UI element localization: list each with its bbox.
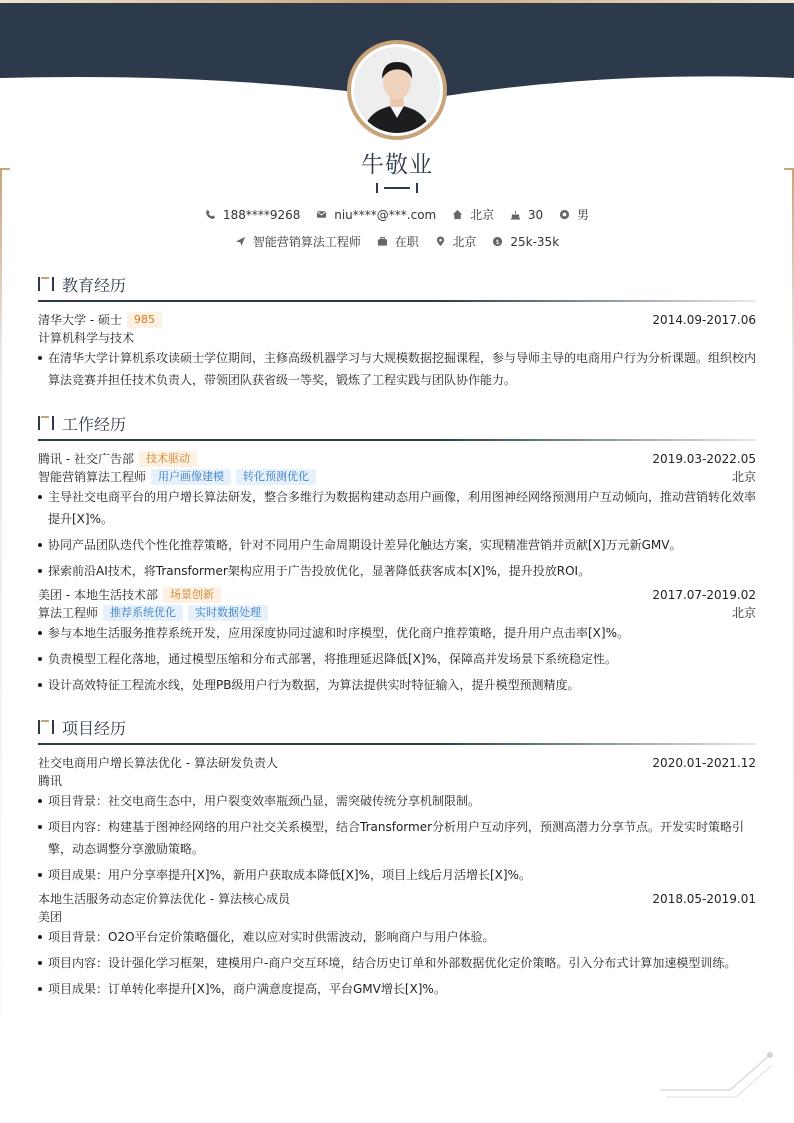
list-item: 主导社交电商平台的用户增长算法研发，整合多维行为数据构建动态用户画像，利用图神经网络预测用户互动倾向，推动营销转化效率提升[X]%。 <box>38 486 756 530</box>
project-entry-2 <box>38 890 756 1004</box>
company-name: 美团 - 本地生活技术部 <box>38 588 158 602</box>
list-item: 参与本地生活服务推荐系统开发，应用深度协同过滤和时序模型，优化商户推荐策略，提升用户点击率[X]%。 <box>38 622 756 644</box>
city-value: 北京 <box>470 208 495 222</box>
project-org: 美团 <box>38 910 63 924</box>
job-role: 智能营销算法工程师 <box>38 470 147 484</box>
section-divider <box>38 439 756 441</box>
phone-icon <box>205 209 216 220</box>
education-section-title <box>38 273 756 303</box>
list-item: 项目背景：社交电商生态中，用户裂变效率瓶颈凸显，需突破传统分享机制限制。 <box>38 790 756 812</box>
email-value: niu****@***.com <box>334 207 437 222</box>
corner-decoration <box>660 1045 776 1105</box>
project-title: 本地生活服务动态定价算法优化 - 算法核心成员 <box>38 892 290 906</box>
list-item: 项目内容：设计强化学习框架，建模用户-商户交互环境，结合历史订单和外部数据优化定价策略。引入分布式计算加速模型训练。 <box>38 952 756 974</box>
phone-info <box>205 208 300 222</box>
project-org: 腾讯 <box>38 774 63 788</box>
role-tag: 转化预测优化 <box>236 469 316 485</box>
city-info <box>452 206 494 223</box>
list-item: 项目成果：订单转化率提升[X]%，商户满意度提高，平台GMV增长[X]%。 <box>38 978 756 1000</box>
candidate-name: 牛敬业 <box>361 152 433 178</box>
work-entry-tencent <box>38 450 756 586</box>
contact-row <box>0 206 794 223</box>
company-tag: 技术驱动 <box>139 451 197 467</box>
project-entry-1 <box>38 754 756 890</box>
role-tag: 用户画像建模 <box>151 469 231 485</box>
section-label: 工作经历 <box>62 415 127 434</box>
list-item: 设计高效特征工程流水线，处理PB级用户行为数据，为算法提供实时特征输入，提升模型预测精度。 <box>38 674 756 696</box>
list-item: 项目背景：O2O平台定价策略僵化，难以应对实时供需波动，影响商户与用户体验。 <box>38 926 756 948</box>
section-marker-icon <box>38 416 54 430</box>
section-divider <box>38 743 756 745</box>
location-pin-icon <box>435 236 446 247</box>
avatar-frame <box>347 40 447 140</box>
section-label: 教育经历 <box>62 276 127 295</box>
avatar <box>351 44 443 136</box>
work-section-title <box>38 412 756 442</box>
education-date: 2014.09-2017.06 <box>652 313 756 327</box>
status-value: 在职 <box>394 235 419 249</box>
company-tag: 场景创新 <box>163 587 221 603</box>
target-job-info <box>235 233 361 250</box>
work-location: 北京 <box>731 470 756 484</box>
work-date: 2019.03-2022.05 <box>652 452 756 466</box>
section-divider <box>38 300 756 302</box>
money-icon <box>492 236 503 247</box>
work-location: 北京 <box>731 606 756 620</box>
work-bullets <box>38 622 756 696</box>
list-item: 协同产品团队迭代个性化推荐策略，针对不同用户生命周期设计差异化触达方案，实现精准营销并贡献[X]万元新GMV。 <box>38 534 756 556</box>
job-intention-row <box>0 233 794 250</box>
education-bullets <box>38 347 756 391</box>
project-date: 2020.01-2021.12 <box>652 756 756 770</box>
project-title: 社交电商用户增长算法优化 - 算法研发负责人 <box>38 756 278 770</box>
major: 计算机科学与技术 <box>38 331 135 345</box>
section-marker-icon <box>38 277 54 291</box>
home-icon <box>452 209 463 220</box>
target-city-info <box>435 233 477 250</box>
work-bullets <box>38 486 756 582</box>
company-name: 腾讯 - 社交广告部 <box>38 452 134 466</box>
project-bullets <box>38 790 756 886</box>
name-divider <box>376 182 418 194</box>
briefcase-icon <box>377 236 388 247</box>
work-entry-meituan <box>38 586 756 700</box>
age-info <box>510 208 543 222</box>
status-info <box>377 233 419 250</box>
send-icon <box>235 236 246 247</box>
project-bullets <box>38 926 756 1000</box>
projects-section-title <box>38 716 756 746</box>
list-item: 项目内容：构建基于图神经网络的用户社交关系模型，结合Transformer分析用户互动序列，预测高潜力分享节点。开发实时策略引擎，动态调整分享激励策略。 <box>38 816 756 860</box>
target-city-value: 北京 <box>452 235 477 249</box>
phone-value: 188****9268 <box>222 207 301 222</box>
salary-info <box>492 235 559 249</box>
school-name: 清华大学 - 硕士 <box>38 313 122 327</box>
gender-info <box>559 206 589 223</box>
gender-value: 男 <box>577 208 590 222</box>
age-value: 30 <box>527 207 544 222</box>
work-date: 2017.07-2019.02 <box>652 588 756 602</box>
gender-icon <box>559 209 570 220</box>
mail-icon <box>316 209 327 220</box>
list-item: 在清华大学计算机系攻读硕士学位期间，主修高级机器学习与大规模数据挖掘课程，参与导师主导的电商用户行为分析课题。组织校内算法竞赛并担任技术负责人，带领团队获省级一等奖，锻炼了工程实践与团队协作能力。 <box>38 347 756 391</box>
list-item: 探索前沿AI技术，将Transformer架构应用于广告投放优化，显著降低获客成本[X]%，提升投放ROI。 <box>38 560 756 582</box>
education-entry <box>38 311 756 395</box>
salary-value: 25k-35k <box>510 234 560 249</box>
left-border-line <box>0 168 2 1083</box>
section-marker-icon <box>38 720 54 734</box>
svg-text:$: $ <box>495 237 500 246</box>
project-date: 2018.05-2019.01 <box>652 892 756 906</box>
target-job-value: 智能营销算法工程师 <box>252 235 361 249</box>
list-item: 项目成果：用户分享率提升[X]%，新用户获取成本降低[X]%，项目上线后月活增长[X]%。 <box>38 864 756 886</box>
cake-icon <box>510 209 521 220</box>
job-role: 算法工程师 <box>38 606 99 620</box>
section-label: 项目经历 <box>62 719 127 738</box>
list-item: 负责模型工程化落地，通过模型压缩和分布式部署，将推理延迟降低[X]%，保障高并发场景下系统稳定性。 <box>38 648 756 670</box>
role-tag: 推荐系统优化 <box>103 605 183 621</box>
role-tag: 实时数据处理 <box>188 605 268 621</box>
email-info <box>316 208 436 222</box>
school-tag: 985 <box>127 312 162 328</box>
